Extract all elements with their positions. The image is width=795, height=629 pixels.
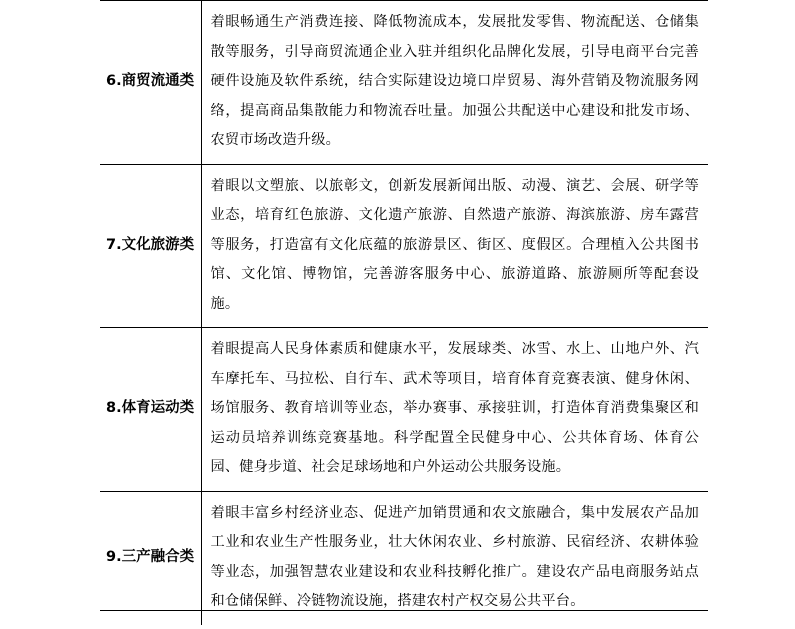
category-label: 7.文化旅游类 [106,236,195,253]
table-row [100,164,708,328]
table-body [100,1,708,625]
table-bottom-border [100,610,708,611]
description-cell [201,491,708,625]
description-cell [201,1,708,165]
category-cell [100,1,201,165]
description-text: 着眼以文塑旅、以旅彰文，创新发展新闻出版、动漫、演艺、会展、研学等业态，培育红色旅游、文化遗产旅游、自然遗产旅游、海滨旅游、房车露营等服务，打造富有文化底蕴的旅游景区、街区、度假区。合理植入公共图书馆、文化馆、博物馆，完善游客服务中心、旅游道路、旅游厕所等配套设施。 [210,177,699,312]
category-cell [100,491,201,625]
description-cell [201,328,708,492]
category-label: 6.商贸流通类 [106,73,195,90]
description-text: 着眼畅通生产消费连接、降低物流成本，发展批发零售、物流配送、仓储集散等服务，引导商贸流通企业入驻并组织化品牌化发展，引导电商平台完善硬件设施及软件系统，结合实际建设边境口岸贸易、海外营销及物流服务网络，提高商品集散能力和物流吞吐量。加强公共配送中心建设和批发市场、农贸市场改造升级。 [210,14,699,148]
table-row [100,1,708,165]
description-text: 着眼丰富乡村经济业态、促进产加销贯通和农文旅融合，集中发展农产品加工业和农业生产性服务业，壮大休闲农业、乡村旅游、民宿经济、农耕体验等业态，加强智慧农业建设和农业科技孵化推广。建设农产品电商服务站点和仓储保鲜、冷链物流设施，搭建农村产权交易公共平台。 [210,504,699,609]
description-text: 着眼提高人民身体素质和健康水平，发展球类、冰雪、水上、山地户外、汽车摩托车、马拉松、自行车、武术等项目，培育体育竞赛表演、健身休闲、场馆服务、教育培训等业态，举办赛事、承接驻训，打造体育消费集聚区和运动员培养训练竞赛基地。科学配置全民健身中心、公共体育场、体育公园、健身步道、社会足球场地和户外运动公共服务设施。 [210,341,699,475]
category-label: 9.三产融合类 [106,549,195,566]
table-row [100,328,708,492]
category-cell [100,164,201,328]
category-label: 8.体育运动类 [106,400,195,417]
policy-category-table [100,0,708,625]
table-row [100,491,708,625]
category-cell [100,328,201,492]
description-cell [201,164,708,328]
